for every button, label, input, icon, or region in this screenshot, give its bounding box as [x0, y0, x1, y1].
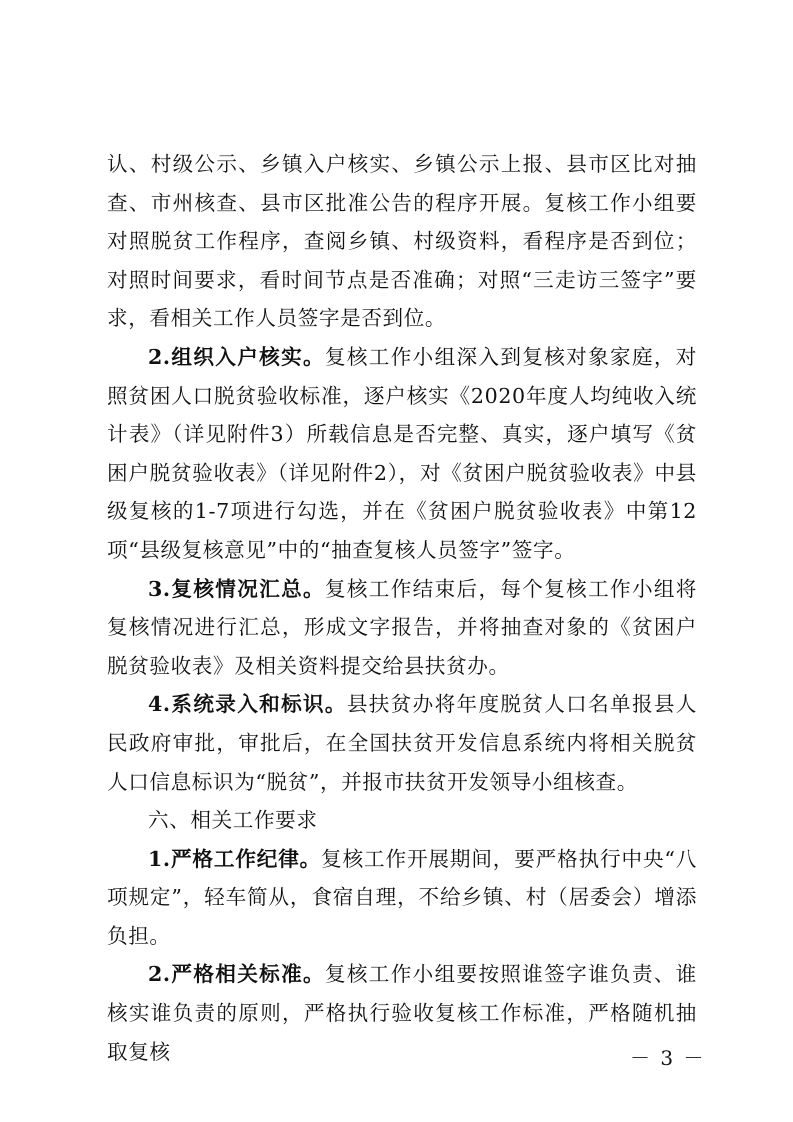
paragraph-text: 县扶贫办将年度脱贫人口名单报县人民政府审批，审批后，在全国扶贫开发信息系统内将相关脱贫人口信息标识为“脱贫”，并报市扶贫开发领导小组核查。 [107, 692, 697, 794]
body-text [107, 145, 697, 1071]
paragraph-text: 复核工作小组要按照谁签字谁负责、谁核实谁负责的原则，严格执行验收复核工作标准，严格随机抽取复核 [107, 962, 697, 1064]
section-heading: 六、相关工作要求 [148, 808, 318, 833]
paragraph-lead: 3.复核情况汇总。 [148, 576, 325, 601]
paragraph-text: 认、村级公示、乡镇入户核实、乡镇公示上报、县市区比对抽查、市州核查、县市区批准公告的程序开展。复核工作小组要对照脱贫工作程序，查阅乡镇、村级资料，看程序是否到位；对照时间要求，看时间节点是否准确；对照“三走访三签字”要求，看相关工作人员签字是否到位。 [107, 152, 697, 331]
paragraph-text: 复核工作小组深入到复核对象家庭，对照贫困人口脱贫验收标准，逐户核实《2020年度人均纯收入统计表》（详见附件3）所载信息是否完整、真实，逐户填写《贫困户脱贫验收表》（详见附件2），对《贫困户脱贫验收表》中县级复核的1-7项进行勾选，并在《贫困户脱贫验收表》中第12项“县级复核意见”中的“抽查复核人员签字”签字。 [107, 344, 697, 562]
paragraph-lead: 1.严格工作纪律。 [148, 846, 322, 871]
paragraph-procedure-continued [107, 145, 697, 338]
paragraph-work-discipline [107, 840, 697, 956]
paragraph-text: 复核工作结束后，每个复核工作小组将复核情况进行汇总，形成文字报告，并将抽查对象的《贫困户脱贫验收表》及相关资料提交给县扶贫办。 [107, 576, 697, 678]
paragraph-standards [107, 955, 697, 1071]
paragraph-household-verification [107, 338, 697, 570]
page-number: － 3 － [630, 1046, 706, 1070]
paragraph-system-entry [107, 685, 697, 801]
paragraph-review-summary [107, 570, 697, 686]
paragraph-text: 复核工作开展期间，要严格执行中央“八项规定”，轻车简从，食宿自理，不给乡镇、村（居委会）增添负担。 [107, 846, 697, 948]
paragraph-lead: 2.严格相关标准。 [148, 962, 325, 987]
paragraph-lead: 4.系统录入和标识。 [148, 692, 347, 717]
paragraph-lead: 2.组织入户核实。 [148, 344, 325, 369]
